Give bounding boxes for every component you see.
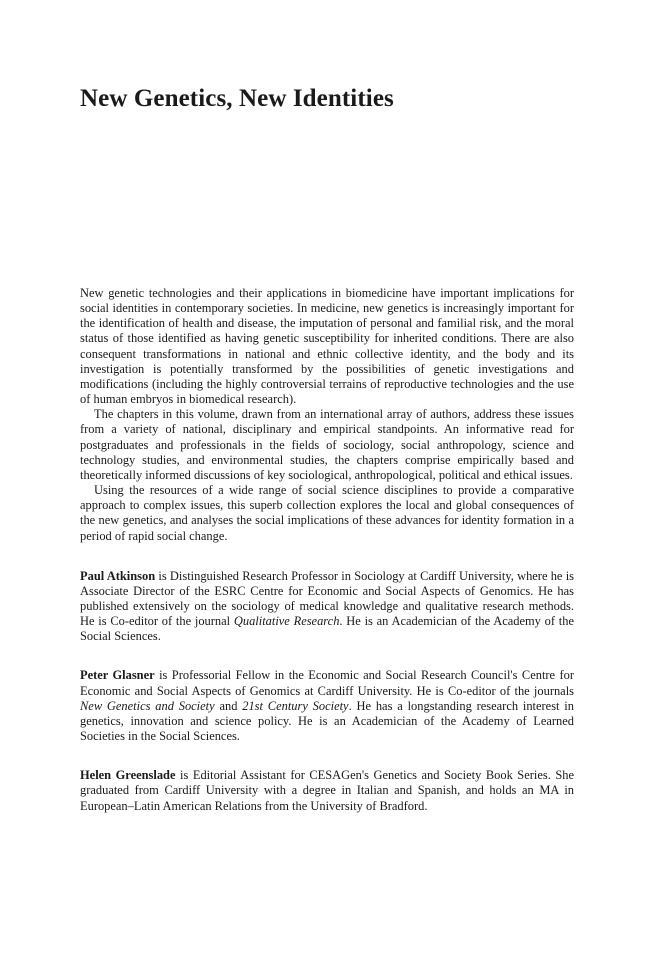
description-paragraph: New genetic technologies and their applications in biomedicine have important implications for social identities in contemporary societies. In medicine, new genetics is increasingly important for the identification of health and disease, the imputation of personal and familial risk, and the moral status of those identified as having genetic susceptibility for inherited conditions. There are also consequent transformations in national and ethnic collective identity, and the body and its investigation is potentially transformed by the possibilities of genetic investigations and modifications (including the highly controversial terrains of reproductive technologies and the use of human embryos in biomedical research). (80, 286, 574, 407)
book-title: New Genetics, New Identities (80, 85, 394, 112)
bio-text: is Distinguished Research Professor in Sociology at Cardiff University, where he is Associate Director of the ESRC Centre for Economic and Social Aspects of Genomics. He has published extensively on the sociology of medical knowledge and qualitative research methods. He is Co-editor of the journal (80, 568, 574, 629)
author-name: Helen Greenslade (80, 768, 176, 783)
bio-text: is Editorial Assistant for CESAGen's Genetics and Society Book Series. She graduated from Cardiff University with a degree in Italian and Spanish, and holds an MA in European–Latin American Relations from the University of Bradford. (80, 768, 574, 813)
book-description (80, 286, 574, 814)
description-paragraph: Using the resources of a wide range of social science disciplines to provide a comparative approach to complex issues, this superb collection explores the local and global consequences of the new genetics, and analyses the social implications of these advances for identity formation in a period of rapid social change. (80, 483, 574, 543)
author-name: Peter Glasner (80, 668, 155, 683)
author-bio-atkinson (80, 569, 574, 645)
author-bio-glasner (80, 668, 574, 744)
bio-text: . He is an Academician of the Academy of the Social Sciences. (80, 614, 574, 644)
journal-title: Qualitative Research (233, 614, 340, 629)
journal-title: New Genetics and Society (80, 698, 215, 713)
journal-title: 21st Century Society (242, 698, 349, 713)
bio-text: is Professorial Fellow in the Economic and Social Research Council's Centre for Economic and Social Aspects of Genomics at Cardiff University. He is Co-editor of the journals (80, 668, 574, 698)
bio-text: and (214, 698, 243, 713)
bio-text: . He has a longstanding research interest in genetics, innovation and science policy. He is an Academician of the Academy of Learned Societies in the Social Sciences. (80, 698, 574, 744)
description-paragraph: The chapters in this volume, drawn from an international array of authors, address these issues from a variety of national, disciplinary and empirical standpoints. An informative read for postgraduates and professionals in the fields of sociology, social anthropology, science and technology studies, and environmental studies, the chapters comprise empirically based and theoretically informed discussions of key sociological, anthropological, political and ethical issues. (80, 407, 574, 482)
author-bio-greenslade (80, 768, 574, 813)
author-name: Paul Atkinson (80, 568, 156, 583)
